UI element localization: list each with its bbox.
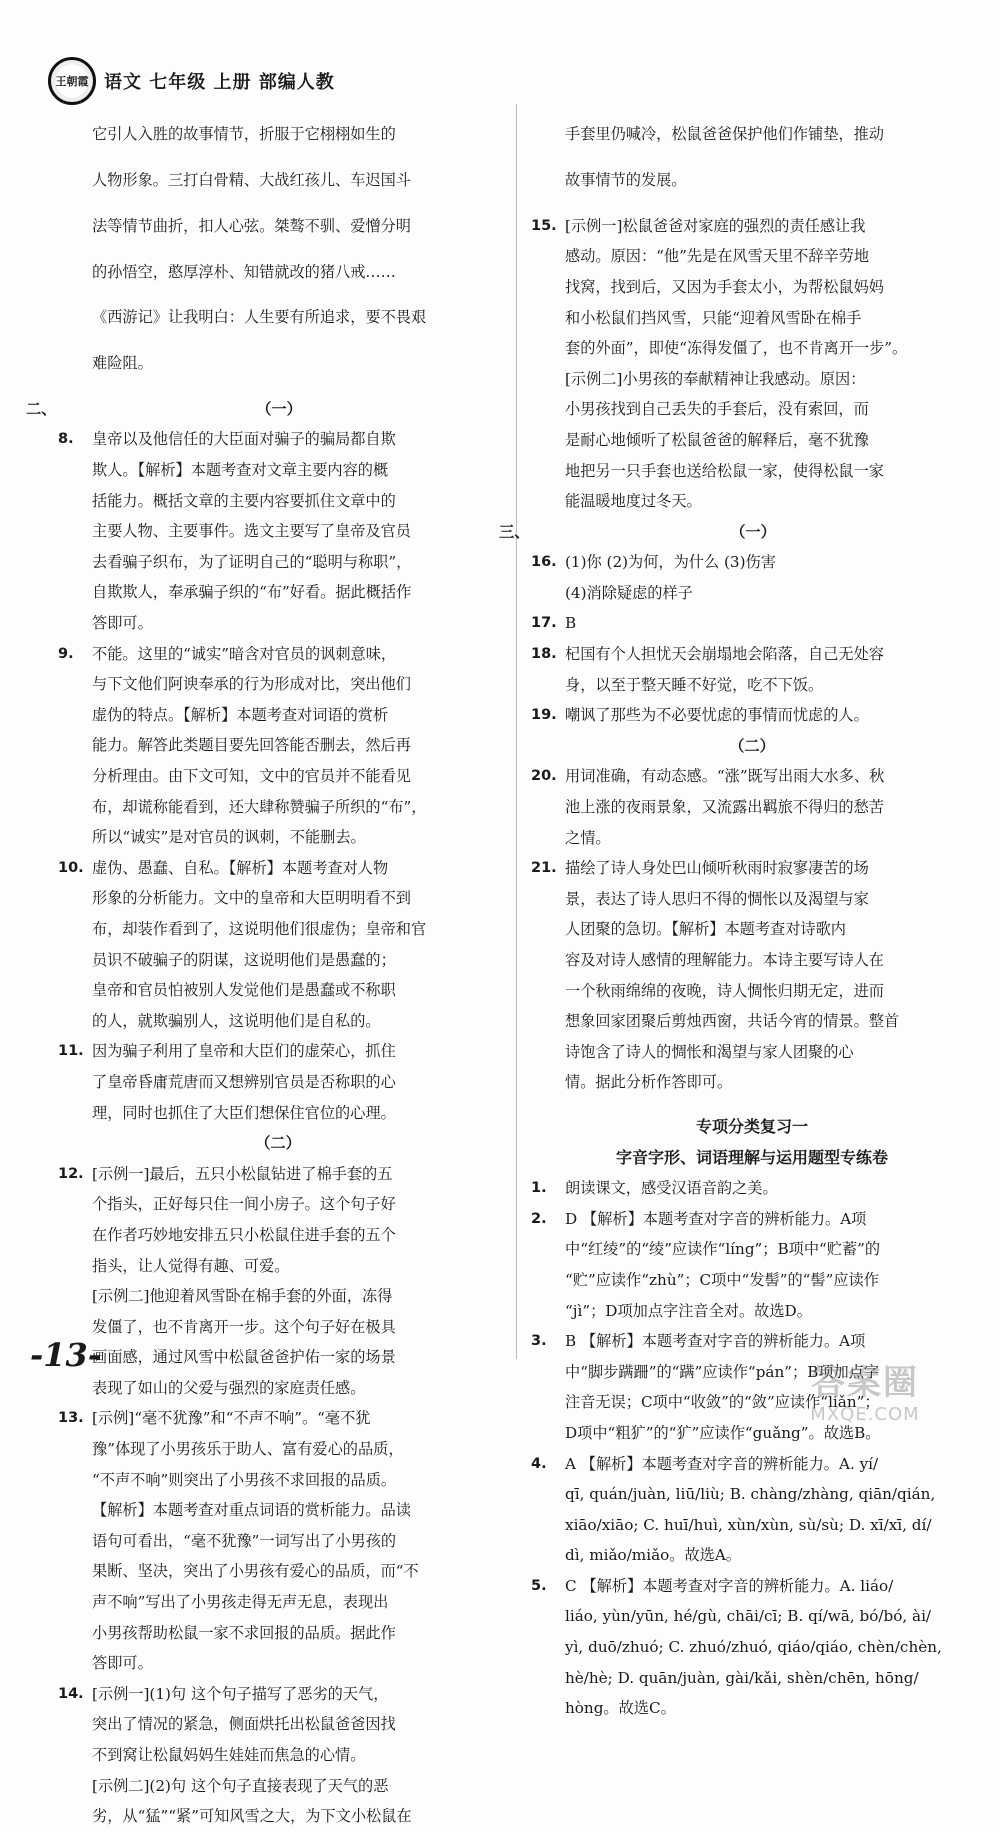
column-divider [516,104,517,1359]
q14-continued: 手套里仍喊冷，松鼠爸爸保护他们作铺垫，推动 故事情节的发展。 [565,125,884,189]
question-8: 8. 皇帝以及他信任的大臣面对骗子的骗局都自欺 欺人。【解析】本题考查对文章主要内容的概 括能力。概括文章的主要内容要抓住文章中的 主要人物、主要事件。选文主要写了皇帝及官员 去看骗子织布，为了证明自己的“聪明与称职”， 自欺欺人，奉承骗子织的“布”好看。据此概括作 答即可。 [58,430,412,633]
intro-text: 它引人入胜的故事情节，折服于它栩栩如生的 人物形象。三打白骨精、大战红孩儿、车迟国斗 法等情节曲折，扣人心弦。桀骜不驯、爱憎分明 的孙悟空，憨厚淳朴、知错就改的猪八戒…… 《西游记》让我明白：人生要有所追求，要不畏艰 难险阻。 [92,125,427,373]
watermark-url: MXQE.COM [810,1404,920,1425]
page-number: -13- [30,1336,102,1374]
review-question-2: 2. D 【解析】本题考查对字音的辨析能力。A项 中“红绫”的“绫”应读作“líng”；B项中“贮蓄”的 “贮”应读作“zhù”；C项中“发髻”的“髻”应读作 “jì”；D项加点字注音全对。故选D。 [531,1209,881,1320]
question-14: 14. [示例一](1)句 这个句子描写了恶劣的天气， 突出了情况的紧急，侧面烘托出松鼠爸爸因找 不到窝让松鼠妈妈生娃娃而焦急的心情。 [示例二](2)句 这个句子直接表现了天气的恶 劣，从“猛”“紧”可知风雪之大，为下文小松鼠在 [58,1684,412,1826]
review-question-5: 5. C 【解析】本题考查对字音的辨析能力。A. liáo/ liáo, yùn/yūn, hé/gù, chāi/cī; B. qí/wā, bó/bó, ài/ yì, duō/zhuó; C. zhuó/zhuó, qiáo/qiáo, chèn/chèn, hè/hè; D. quān/juàn, gài/kǎi, shèn/chēn, hōng/ hòng。故选C。 [531,1576,942,1718]
logo-text: 王朝霞 [55,74,89,88]
book-title: 语文 七年级 上册 部编人教 [104,72,335,93]
question-11: 11. 因为骗子利用了皇帝和大臣们的虚荣心，抓住 了皇帝昏庸荒唐而又想辨别官员是否称职的心 理，同时也抓住了大臣们想保住官位的心理。 [58,1042,396,1122]
question-15: 15. [示例一]松鼠爸爸对家庭的强烈的责任感让我 感动。原因：“他”先是在风雪天里不辞辛劳地 找窝，找到后，又因为手套太小，为帮松鼠妈妈 和小松鼠们挡风雪，只能“迎着风雪卧在棉手 套的外面”，即使“冻得发僵了，也不肯离开一步”。 [示例二]小男孩的奉献精神让我感动。原因： 小男孩找到自己丢失的手套后，没有索回，而 是耐心地倾听了松鼠爸爸的解释后，毫不犹豫 地把另一只手套也送给松鼠一家，使得松鼠一家 能温暖地度过冬天。 [531,216,908,511]
question-20: 20. 用词准确，有动态感。“涨”既写出雨大水多、秋 池上涨的夜雨景象，又流露出羁旅不得归的愁苦 之情。 [531,767,885,847]
question-12: 12. [示例一]最后，五只小松鼠钻进了棉手套的五 个指头，正好每只住一间小房子。这个句子好 在作者巧妙地安排五只小松鼠住进手套的五个 指头，让人觉得有趣、可爱。 [示例二]他迎着风雪卧在棉手套的外面，冻得 发僵了，也不肯离开一步。这个句子好在极具 画面感，通过风雪中松鼠爸爸护佑一家的场景 表现了如山的父爱与强烈的家庭责任感。 [58,1164,396,1397]
watermark-logo: 答案圈 [811,1363,919,1403]
question-13: 13. [示例]“毫不犹豫”和“不声不响”。“毫不犹 豫”体现了小男孩乐于助人、富有爱心的品质， “不声不响”则突出了小男孩不求回报的品质。 【解析】本题考查对重点词语的赏析能力。品读 语句可看出，“毫不犹豫”一词写出了小男孩的 果断、坚决，突出了小男孩有爱心的品质，而“不 声不响”写出了小男孩走得无声无息，表现出 小男孩帮助松鼠一家不求回报的品质。据此作 答即可。 [58,1409,419,1673]
section-3-heading [499,517,973,548]
watermark [770,1350,960,1430]
question-10: 10. 虚伪、愚蠢、自私。【解析】本题考查对人物 形象的分析能力。文中的皇帝和大臣明明看不到 布，却装作看到了，这说明他们很虚伪；皇帝和官 员识不破骗子的阴谋，这说明他们是愚蠢的； 皇帝和官员怕被别人发觉他们是愚蠢或不称职 的人，就欺骗别人，这说明他们是自私的。 [58,858,427,1030]
page-header [48,56,335,106]
review-question-4: 4. A 【解析】本题考查对字音的辨析能力。A. yí/ qī, quán/juàn, liū/liù; B. chàng/zhàng, qiān/qián, xiāo/xiāo; C. huī/huì, xùn/xùn, sù/sù; D. xī/xī, dí/ dì, miǎo/miǎo。故选A。 [531,1454,936,1565]
question-17: 17. B [531,614,577,633]
question-19: 19. 嘲讽了那些为不必要忧虑的事情而忧虑的人。 [531,706,869,725]
left-column [26,104,498,1832]
review-question-1: 1. 朗读课文，感受汉语音韵之美。 [531,1179,778,1198]
publisher-logo [48,57,96,105]
right-column [499,104,973,1724]
section-2-heading [26,394,498,425]
question-21: 21. 描绘了诗人身处巴山倾听秋雨时寂寥凄苦的场 景，表达了诗人思归不得的惆怅以及渴望与家 人团聚的急切。【解析】本题考查对诗歌内 容及对诗人感情的理解能力。本诗主要写诗人在 一个秋雨绵绵的夜晚，诗人惆怅归期无定，进而 想象回家团聚后剪烛西窗，共话今宵的情景。整首 诗饱含了诗人的惆怅和渴望与家人团聚的心 情。据此分析作答即可。 [531,859,900,1092]
subsection-heading: （一） [256,399,302,418]
section-label: 二、 [26,399,57,418]
section-label: 三、 [499,522,530,541]
question-16: 16. (1)你 (2)为何，为什么 (3)伤害 (4)消除疑虑的样子 [531,553,776,602]
subsection-heading: （一） [730,522,776,541]
review-section-subtitle: 字音字形、词语理解与运用题型专练卷 [615,1147,888,1167]
question-9: 9. 不能。这里的“诚实”暗含对官员的讽刺意味， 与下文他们阿谀奉承的行为形成对比，突出他们 虚伪的特点。【解析】本题考查对词语的赏析 能力。解答此类题目要先回答能否删去，然后再 分析理由。由下文可知，文中的官员并不能看见 布，却谎称能看到，还大肆称赞骗子所织的“布”， 所以“诚实”是对官员的讽刺，不能删去。 [58,644,427,847]
question-18: 18. 杞国有个人担忧天会崩塌地会陷落，自己无处容 身，以至于整天睡不好觉，吃不下饭。 [531,645,884,694]
review-question-3: 3. B 【解析】本题考查对字音的辨析能力。A项 中“脚步蹒跚”的“蹒”应读作“pán”；B项加点字 注音无误；C项中“收敛”的“敛”应读作“liǎn”； D项中“粗犷”的“犷”应读作“guǎng”。故选B。 [531,1332,881,1442]
subsection-2-2-heading: （二） [255,1134,301,1153]
review-section-title: 专项分类复习一 [695,1116,808,1136]
subsection-3-2-heading: （二） [729,736,775,755]
